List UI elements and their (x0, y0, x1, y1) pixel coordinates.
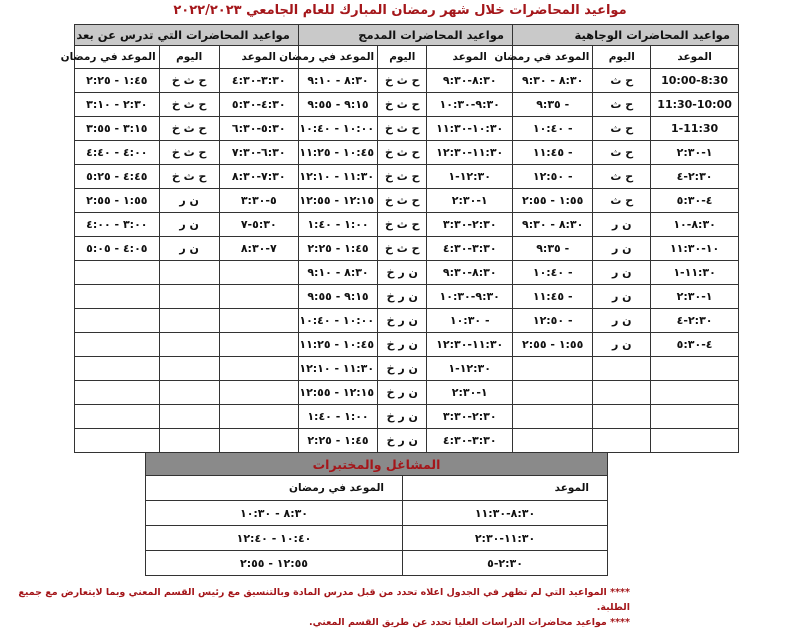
day-cell (593, 429, 651, 453)
time-cell: ١١:٣٠-١٢:٣٠ (427, 333, 513, 357)
day-cell: ن ر خ (378, 309, 427, 333)
ramadan-time-cell: ١٠:٤٠ - (513, 117, 593, 141)
day-cell: ح ث (593, 117, 651, 141)
day-cell: ن ر (159, 189, 219, 213)
time-cell: ١٠:٣٠-١١:٣٠ (427, 117, 513, 141)
group-header-in-person: مواعيد المحاضرات الوجاهية (513, 25, 739, 46)
footnotes (0, 585, 630, 630)
time-cell (219, 285, 298, 309)
day-cell: ن ر خ (378, 357, 427, 381)
time-cell: ٤-٥:٣٠ (651, 333, 739, 357)
day-cell: ح ث خ (159, 69, 219, 93)
day-cell: ح ث (593, 165, 651, 189)
time-cell: 1-11:30 (651, 117, 739, 141)
table-row (75, 261, 739, 285)
time-cell (219, 309, 298, 333)
table-row (75, 333, 739, 357)
time-cell: ١٠-١١:٣٠ (651, 237, 739, 261)
ramadan-time-cell (75, 285, 160, 309)
ramadan-time-cell: ١٠:٤٥ - ١١:٢٥ (298, 333, 377, 357)
ramadan-time-cell: ١١:٤٥ - (513, 141, 593, 165)
ramadan-time-cell: ١:٥٥ - ٢:٥٥ (513, 333, 593, 357)
ramadan-time-cell: ١٠:٤٠ - (513, 261, 593, 285)
day-cell: ن ر خ (378, 429, 427, 453)
col-header-time: الموعد (219, 46, 298, 69)
col-header-ramadan-time: الموعد في رمضان (513, 46, 593, 69)
day-cell (159, 261, 219, 285)
labs-time-cell: ٨:٣٠-١١:٣٠ (403, 501, 608, 526)
day-cell (159, 405, 219, 429)
day-cell (593, 357, 651, 381)
ramadan-time-cell (75, 405, 160, 429)
table-row (75, 309, 739, 333)
time-cell: ١٠:٣٠ - (427, 309, 513, 333)
day-cell: ح ث خ (378, 93, 427, 117)
time-cell (219, 381, 298, 405)
ramadan-time-cell: ١:٤٥ - ٢:٢٥ (75, 69, 160, 93)
day-cell: ح ث خ (159, 165, 219, 189)
time-cell: ٢:٣٠-٣:٣٠ (427, 213, 513, 237)
day-cell (159, 381, 219, 405)
time-cell: ١١:٣٠-١٢:٣٠ (427, 141, 513, 165)
table-row (75, 165, 739, 189)
day-cell: ن ر خ (378, 405, 427, 429)
time-cell: ٢:٣٠-٤ (651, 309, 739, 333)
labs-schedule-table (145, 452, 608, 576)
day-cell: ن ر (593, 333, 651, 357)
time-cell (219, 429, 298, 453)
time-cell: ١-٢:٣٠ (651, 285, 739, 309)
time-cell: ٧-٨:٣٠ (219, 237, 298, 261)
labs-col-header-time: الموعد (403, 476, 608, 501)
ramadan-time-cell (75, 261, 160, 285)
time-cell (651, 381, 739, 405)
time-cell: ٣:٣٠-٤:٣٠ (427, 237, 513, 261)
time-cell (651, 429, 739, 453)
time-cell: ٥-٣:٣٠ (219, 189, 298, 213)
day-cell: ح ث (593, 189, 651, 213)
day-cell (159, 333, 219, 357)
ramadan-time-cell: ١٢:٥٠ - (513, 165, 593, 189)
labs-ramadan-time-cell: ١٢:٥٥ - ٢:٥٥ (146, 551, 403, 576)
ramadan-time-cell: ٨:٣٠ - ٩:٣٠ (513, 213, 593, 237)
day-cell: ن ر خ (378, 285, 427, 309)
ramadan-time-cell: ١:٤٥ - ٢:٢٥ (298, 429, 377, 453)
time-cell: ٨:٣٠-٩:٣٠ (427, 69, 513, 93)
time-cell: ٩:٣٠-١٠:٣٠ (427, 93, 513, 117)
ramadan-time-cell: ١:٥٥ - ٢:٥٥ (513, 189, 593, 213)
day-cell: ن ر (159, 237, 219, 261)
time-cell (651, 357, 739, 381)
footnote-2: **** مواعيد محاضرات الدراسات العليا تحدد عن طريق القسم المعني. (308, 617, 630, 628)
day-cell (593, 381, 651, 405)
day-cell: ح ث خ (378, 189, 427, 213)
table-row (75, 93, 739, 117)
group-header-remote: مواعيد المحاضرات التي تدرس عن بعد (75, 25, 299, 46)
day-cell: ن ر (593, 285, 651, 309)
time-cell: ٤-٥:٣٠ (651, 189, 739, 213)
time-cell: ٥:٣٠-٧ (219, 213, 298, 237)
day-cell: ن ر (593, 237, 651, 261)
time-cell: ١٢:٣٠-١ (427, 357, 513, 381)
ramadan-time-cell: ٩:١٥ - ٩:٥٥ (298, 285, 377, 309)
time-cell: 11:30-10:00 (651, 93, 739, 117)
time-cell: ٣:٣٠-٤:٣٠ (427, 429, 513, 453)
table-row (146, 526, 608, 551)
table-row (75, 405, 739, 429)
table-row (75, 69, 739, 93)
day-cell: ح ث خ (159, 141, 219, 165)
labs-ramadan-time-cell: ١٠:٤٠ - ١٢:٤٠ (146, 526, 403, 551)
ramadan-time-cell: ١٢:١٥ - ١٢:٥٥ (298, 381, 377, 405)
day-cell: ح ث خ (378, 141, 427, 165)
table-row (75, 237, 739, 261)
col-header-day: اليوم (159, 46, 219, 69)
table-row (75, 285, 739, 309)
day-cell: ن ر خ (378, 333, 427, 357)
ramadan-time-cell: ٨:٣٠ - ٩:١٠ (298, 261, 377, 285)
day-cell (159, 285, 219, 309)
ramadan-time-cell (513, 357, 593, 381)
labs-title: المشاغل والمختبرات (146, 453, 608, 476)
table-row (75, 357, 739, 381)
labs-col-header-ramadan-time: الموعد في رمضان (146, 476, 403, 501)
time-cell: 10:00-8:30 (651, 69, 739, 93)
day-cell: ح ث خ (378, 165, 427, 189)
footnote-1: **** المواعيد التي لم تظهر في الجدول اعلاه تحدد من قبل مدرس المادة وبالتنسيق مع رئيس القسم المعني وبما لايتعارض مع جميع الطلبة. (18, 587, 630, 613)
table-row (146, 501, 608, 526)
ramadan-time-cell: ٨:٣٠ - ٩:١٠ (298, 69, 377, 93)
day-cell: ح ث (593, 93, 651, 117)
ramadan-time-cell (75, 429, 160, 453)
table-row (146, 551, 608, 576)
ramadan-time-cell: ١٠:٤٥ - ١١:٢٥ (298, 141, 377, 165)
table-row (75, 189, 739, 213)
time-cell: ١٢:٣٠-١ (427, 165, 513, 189)
table-row (75, 429, 739, 453)
table-row (75, 213, 739, 237)
day-cell (593, 405, 651, 429)
day-cell: ح ث خ (378, 237, 427, 261)
day-cell: ح ث خ (378, 213, 427, 237)
ramadan-schedule-table (60, 24, 739, 453)
labs-ramadan-time-cell: ٨:٣٠ - ١٠:٣٠ (146, 501, 403, 526)
time-cell: ١١:٣٠-١ (651, 261, 739, 285)
col-header-day: اليوم (593, 46, 651, 69)
time-cell: ٣:٣٠-٤:٣٠ (219, 69, 298, 93)
ramadan-time-cell: ١:٠٠ - ١:٤٠ (298, 213, 377, 237)
day-cell: ن ر خ (378, 261, 427, 285)
day-cell (159, 357, 219, 381)
time-cell (219, 405, 298, 429)
group-header-blended: مواعيد المحاضرات المدمج (298, 25, 512, 46)
table-row (75, 117, 739, 141)
ramadan-time-cell: ١:٠٠ - ١:٤٠ (298, 405, 377, 429)
time-cell: ٤:٣٠-٥:٣٠ (219, 93, 298, 117)
day-cell: ن ر (593, 309, 651, 333)
page-title: مواعيد المحاضرات خلال شهر رمضان المبارك للعام الجامعي ٢٠٢٢/٢٠٢٣ (173, 3, 627, 18)
ramadan-time-cell: ٩:١٥ - ٩:٥٥ (298, 93, 377, 117)
day-cell: ح ث خ (378, 69, 427, 93)
time-cell: ٢:٣٠-٤ (651, 165, 739, 189)
ramadan-time-cell (513, 381, 593, 405)
labs-time-cell: ١١:٣٠-٢:٣٠ (403, 526, 608, 551)
day-cell: ح ث خ (378, 117, 427, 141)
day-cell: ن ر (593, 261, 651, 285)
ramadan-time-cell: ٩:٣٥ - (513, 237, 593, 261)
ramadan-time-cell (75, 333, 160, 357)
ramadan-time-cell: ٣:١٥ - ٣:٥٥ (75, 117, 160, 141)
col-header-ramadan-time: الموعد في رمضان (298, 46, 377, 69)
time-cell: ١-٢:٣٠ (427, 381, 513, 405)
table-row (75, 381, 739, 405)
ramadan-time-cell (513, 429, 593, 453)
day-cell: ح ث خ (159, 117, 219, 141)
table-row (75, 141, 739, 165)
ramadan-time-cell: ١:٥٥ - ٢:٥٥ (75, 189, 160, 213)
time-cell: ٧:٣٠-٨:٣٠ (219, 165, 298, 189)
ramadan-time-cell: ١١:٣٠ - ١٢:١٠ (298, 357, 377, 381)
day-cell (159, 429, 219, 453)
col-header-time: الموعد (427, 46, 513, 69)
time-cell: ٦:٣٠-٧:٣٠ (219, 141, 298, 165)
ramadan-time-cell: ١٢:٥٠ - (513, 309, 593, 333)
day-cell: ح ث خ (159, 93, 219, 117)
time-cell: ٨:٣٠-١٠ (651, 213, 739, 237)
ramadan-time-cell: ١٠:٠٠ - ١٠:٤٠ (298, 309, 377, 333)
col-header-time: الموعد (651, 46, 739, 69)
day-cell (159, 309, 219, 333)
ramadan-time-cell: ٤:٠٠ - ٤:٤٠ (75, 141, 160, 165)
ramadan-time-cell (513, 405, 593, 429)
ramadan-time-cell: ٩:٣٥ - (513, 93, 593, 117)
day-cell: ح ث (593, 69, 651, 93)
time-cell: ١-٢:٣٠ (427, 189, 513, 213)
ramadan-time-cell (75, 381, 160, 405)
labs-time-cell: ٢:٣٠-٥ (403, 551, 608, 576)
time-cell (651, 405, 739, 429)
day-cell: ح ث (593, 141, 651, 165)
day-cell: ن ر (159, 213, 219, 237)
ramadan-time-cell: ٢:٣٠ - ٣:١٠ (75, 93, 160, 117)
col-header-ramadan-time: الموعد في رمضان (75, 46, 160, 69)
day-cell: ن ر خ (378, 381, 427, 405)
time-cell: ٥:٣٠-٦:٣٠ (219, 117, 298, 141)
ramadan-time-cell: ٤:٤٥ - ٥:٢٥ (75, 165, 160, 189)
time-cell (219, 357, 298, 381)
ramadan-time-cell: ٤:٠٥ - ٥:٠٥ (75, 237, 160, 261)
day-cell: ن ر (593, 213, 651, 237)
time-cell: ٩:٣٠-١٠:٣٠ (427, 285, 513, 309)
ramadan-time-cell: ١١:٣٠ - ١٢:١٠ (298, 165, 377, 189)
time-cell (219, 333, 298, 357)
ramadan-time-cell: ١:٤٥ - ٢:٢٥ (298, 237, 377, 261)
col-header-day: اليوم (378, 46, 427, 69)
ramadan-time-cell: ٨:٣٠ - ٩:٣٠ (513, 69, 593, 93)
ramadan-time-cell: ١١:٤٥ - (513, 285, 593, 309)
ramadan-time-cell: ٣:٠٠ - ٤:٠٠ (75, 213, 160, 237)
ramadan-time-cell (75, 309, 160, 333)
time-cell: ٨:٣٠-٩:٣٠ (427, 261, 513, 285)
time-cell (219, 261, 298, 285)
ramadan-time-cell (75, 357, 160, 381)
ramadan-time-cell: ١٢:١٥ - ١٢:٥٥ (298, 189, 377, 213)
time-cell: ١-٢:٣٠ (651, 141, 739, 165)
ramadan-time-cell: ١٠:٠٠ - ١٠:٤٠ (298, 117, 377, 141)
time-cell: ٢:٣٠-٣:٣٠ (427, 405, 513, 429)
